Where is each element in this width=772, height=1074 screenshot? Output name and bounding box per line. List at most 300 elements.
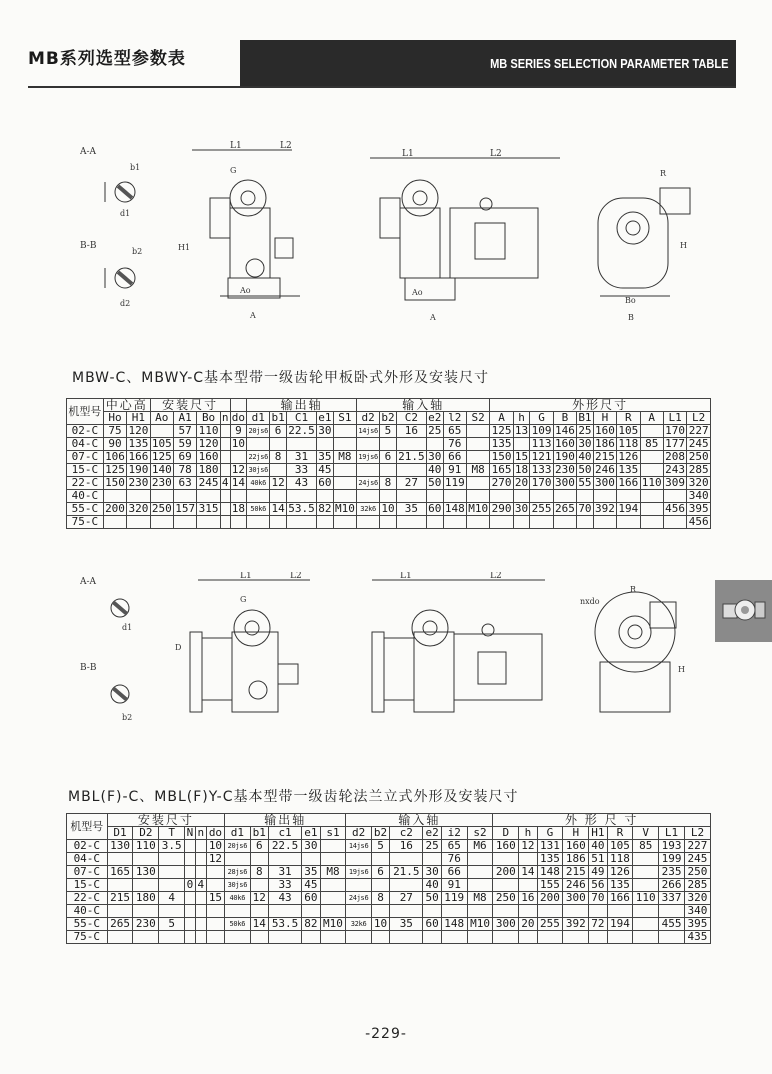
value-cell: [490, 516, 513, 529]
value-cell: 20: [519, 918, 537, 931]
value-cell: [640, 425, 663, 438]
svg-text:H: H: [678, 665, 685, 674]
table-row: [67, 503, 711, 516]
svg-text:d1: d1: [122, 623, 133, 632]
model-header: 机型号: [67, 814, 108, 840]
value-cell: 22.5: [288, 424, 315, 437]
value-cell: 18: [514, 463, 529, 476]
svg-text:b1: b1: [130, 163, 141, 172]
value-cell: [150, 425, 173, 438]
svg-text:H: H: [680, 241, 687, 250]
table-row: [67, 892, 711, 905]
value-cell: [426, 490, 443, 503]
section1-col-header: B: [553, 412, 576, 425]
section1-col-header: L1: [663, 412, 686, 425]
value-cell: 133: [531, 463, 552, 476]
value-cell: [426, 438, 443, 451]
value-cell: 270: [491, 476, 512, 489]
value-cell: [333, 490, 356, 503]
value-cell: 230: [151, 476, 172, 489]
value-cell: 22.5: [268, 840, 301, 853]
value-cell: [206, 879, 224, 892]
value-cell: 245: [684, 853, 710, 866]
group-input: 输入轴: [346, 814, 493, 827]
value-cell: 208: [665, 450, 686, 463]
value-cell: 285: [688, 463, 709, 476]
value-cell: 180: [133, 892, 159, 905]
value-cell: [380, 438, 397, 451]
value-cell: [225, 853, 250, 866]
svg-text:B: B: [628, 313, 634, 322]
value-cell: [159, 905, 185, 918]
value-cell: [127, 490, 150, 503]
value-cell: 65: [441, 840, 467, 853]
value-cell: 118: [618, 437, 639, 450]
value-cell: 31: [268, 866, 301, 879]
table-row: [67, 477, 711, 490]
svg-text:Ao: Ao: [412, 288, 423, 297]
value-cell: 340: [688, 489, 709, 502]
value-cell: 35: [302, 866, 320, 879]
section2-col-header: do: [206, 827, 224, 840]
value-cell: 10: [381, 502, 395, 515]
value-cell: [519, 853, 537, 866]
value-cell: 392: [563, 918, 589, 931]
svg-text:B-B: B-B: [80, 663, 97, 673]
value-cell: 0: [185, 879, 196, 892]
section1-col-header: do: [231, 411, 246, 424]
value-cell: 215: [563, 866, 589, 879]
model-cell: 75-C: [67, 931, 108, 944]
value-cell: 320: [688, 476, 709, 489]
section2-col-header: D: [493, 827, 519, 840]
value-cell: 70: [578, 502, 592, 515]
value-cell: 50: [423, 892, 441, 905]
value-cell: 60: [302, 892, 320, 905]
group-outline: 外 形 尺 寸: [493, 814, 711, 827]
value-cell: 5: [371, 840, 389, 853]
value-cell: 40: [428, 463, 442, 476]
svg-text:Ao: Ao: [240, 286, 251, 295]
value-cell: [530, 490, 553, 503]
value-cell: 76: [441, 853, 467, 866]
value-cell: 200: [493, 866, 519, 879]
section2-col-header: d2: [346, 827, 371, 840]
value-cell: [467, 866, 493, 879]
value-cell: 21.5: [398, 450, 425, 463]
value-cell: [390, 879, 423, 892]
value-cell: [317, 516, 334, 529]
value-cell: [467, 853, 493, 866]
value-cell: [286, 516, 316, 529]
table-row: [67, 931, 711, 944]
value-cell: [173, 516, 196, 529]
value-cell: 20: [514, 476, 529, 489]
value-cell: [185, 866, 196, 879]
value-cell: 14js6: [357, 425, 380, 438]
group-output: 输出轴: [247, 399, 357, 412]
table-row: [67, 464, 711, 477]
table-row: [67, 490, 711, 503]
value-cell: 166: [607, 892, 633, 905]
value-cell: [357, 490, 380, 503]
value-cell: 30: [423, 866, 441, 879]
value-cell: 30: [318, 424, 332, 437]
value-cell: 10: [371, 918, 389, 931]
model-cell: 40-C: [67, 490, 104, 503]
value-cell: [617, 516, 640, 529]
value-cell: 12: [271, 476, 285, 489]
value-cell: 16: [390, 840, 423, 853]
value-cell: [577, 516, 594, 529]
value-cell: [159, 853, 185, 866]
section1-col-header: A1: [173, 412, 196, 425]
horizontal-spec-table: [66, 398, 711, 529]
value-cell: 56: [589, 879, 607, 892]
value-cell: 60: [428, 502, 442, 515]
value-cell: 300: [595, 476, 615, 489]
value-cell: 50: [428, 476, 442, 489]
value-cell: 20js6: [225, 840, 250, 853]
value-cell: [346, 905, 371, 918]
section2-col-header: H: [563, 827, 589, 840]
value-cell: 455: [659, 918, 685, 931]
value-cell: 180: [198, 463, 219, 476]
value-cell: [633, 853, 659, 866]
value-cell: [333, 438, 356, 451]
value-cell: [493, 905, 519, 918]
value-cell: [230, 451, 247, 464]
value-cell: 126: [618, 450, 639, 463]
value-cell: 3.5: [159, 840, 185, 853]
value-cell: 25: [428, 424, 442, 437]
value-cell: 40: [589, 840, 607, 853]
value-cell: 105: [618, 424, 639, 437]
value-cell: 14js6: [346, 840, 371, 853]
section2-col-header: i2: [441, 827, 467, 840]
value-cell: 8: [380, 477, 397, 490]
section1-col-header: l2: [443, 412, 466, 425]
value-cell: [195, 840, 206, 853]
value-cell: [513, 516, 530, 529]
model-cell: 07-C: [67, 451, 104, 464]
value-cell: 75: [103, 425, 126, 438]
value-cell: [390, 853, 423, 866]
value-cell: [220, 451, 230, 464]
value-cell: [195, 866, 206, 879]
value-cell: [396, 516, 426, 529]
svg-text:A-A: A-A: [80, 147, 97, 157]
value-cell: 14: [271, 502, 285, 515]
value-cell: [185, 918, 196, 931]
value-cell: 10: [206, 840, 224, 853]
value-cell: 30js6: [247, 464, 270, 477]
value-cell: 25: [423, 840, 441, 853]
value-cell: [633, 918, 659, 931]
value-cell: [577, 490, 594, 503]
value-cell: 14: [250, 918, 268, 931]
value-cell: 135: [537, 853, 563, 866]
value-cell: 340: [684, 905, 710, 918]
value-cell: [185, 853, 196, 866]
value-cell: 106: [105, 450, 125, 463]
value-cell: [490, 490, 513, 503]
value-cell: [230, 490, 247, 503]
table-row: [67, 853, 711, 866]
value-cell: 300: [563, 892, 589, 905]
value-cell: [247, 438, 270, 451]
value-cell: [286, 438, 316, 451]
value-cell: [371, 905, 389, 918]
value-cell: 49: [589, 866, 607, 879]
group-center-height: 中心高: [103, 399, 150, 412]
value-cell: [133, 853, 159, 866]
value-cell: [250, 931, 268, 944]
value-cell: 6: [380, 451, 397, 464]
value-cell: 125: [151, 450, 172, 463]
value-cell: [107, 853, 133, 866]
value-cell: [333, 516, 356, 529]
svg-text:L1: L1: [402, 149, 414, 159]
value-cell: [320, 840, 346, 853]
svg-text:H1: H1: [178, 243, 191, 252]
value-cell: 395: [688, 502, 709, 515]
section1-col-header: d1: [247, 412, 270, 425]
value-cell: [320, 879, 346, 892]
value-cell: 456: [688, 515, 709, 528]
value-cell: 40: [578, 450, 592, 463]
value-cell: 165: [107, 866, 133, 879]
value-cell: 200: [105, 502, 125, 515]
value-cell: 10: [231, 437, 246, 450]
header-rule: [28, 86, 736, 88]
section2-col-header: n: [195, 827, 206, 840]
value-cell: [320, 853, 346, 866]
value-cell: 166: [618, 476, 639, 489]
model-cell: 04-C: [67, 853, 108, 866]
svg-text:L1: L1: [230, 141, 242, 151]
value-cell: [159, 866, 185, 879]
section1-col-header: B1: [578, 411, 592, 424]
value-cell: 160: [555, 437, 575, 450]
svg-text:G: G: [240, 595, 247, 604]
value-cell: [127, 516, 150, 529]
value-cell: 4: [159, 892, 185, 905]
value-cell: [150, 490, 173, 503]
value-cell: 40k6: [225, 892, 250, 905]
value-cell: [247, 490, 270, 503]
value-cell: 165: [491, 463, 512, 476]
value-cell: 227: [688, 424, 709, 437]
value-cell: 392: [595, 502, 615, 515]
value-cell: [133, 931, 159, 944]
value-cell: 5: [380, 425, 397, 438]
value-cell: 110: [198, 424, 219, 437]
side-tab: [715, 580, 772, 642]
value-cell: [466, 516, 489, 529]
value-cell: [593, 490, 616, 503]
svg-text:R: R: [660, 169, 667, 178]
value-cell: 32k6: [346, 918, 371, 931]
value-cell: 290: [491, 502, 512, 515]
value-cell: [333, 425, 356, 438]
value-cell: 90: [103, 438, 126, 451]
value-cell: [380, 464, 397, 477]
value-cell: 43: [268, 892, 301, 905]
value-cell: 45: [302, 879, 320, 892]
value-cell: [286, 490, 316, 503]
value-cell: 285: [684, 879, 710, 892]
group-input: 输入轴: [357, 399, 490, 412]
value-cell: 12: [231, 463, 246, 476]
value-cell: [357, 438, 380, 451]
value-cell: 13: [514, 424, 529, 437]
value-cell: 215: [107, 892, 133, 905]
value-cell: [220, 490, 230, 503]
section2-col-header: e1: [302, 827, 320, 840]
section1-col-header: S2: [466, 412, 489, 425]
table-row: [67, 840, 711, 853]
value-cell: 140: [151, 463, 172, 476]
value-cell: 170: [531, 476, 552, 489]
value-cell: 30: [578, 437, 592, 450]
value-cell: [396, 490, 426, 503]
value-cell: 186: [563, 853, 589, 866]
model-cell: 22-C: [67, 477, 104, 490]
svg-text:b2: b2: [122, 713, 133, 722]
value-cell: 4: [221, 476, 229, 489]
value-cell: [467, 931, 493, 944]
section2-col-header: L2: [684, 827, 710, 840]
value-cell: [195, 918, 206, 931]
value-cell: 50k6: [225, 918, 250, 931]
value-cell: [206, 866, 224, 879]
value-cell: M10: [467, 918, 493, 931]
value-cell: [195, 853, 206, 866]
value-cell: 35: [318, 450, 332, 463]
value-cell: [185, 840, 196, 853]
value-cell: [107, 931, 133, 944]
value-cell: [103, 516, 126, 529]
value-cell: 5: [159, 918, 185, 931]
value-cell: 55: [578, 476, 592, 489]
value-cell: 105: [607, 840, 633, 853]
value-cell: 150: [491, 450, 512, 463]
value-cell: [357, 516, 380, 529]
value-cell: [633, 866, 659, 879]
value-cell: [103, 490, 126, 503]
value-cell: [230, 516, 247, 529]
value-cell: 8: [250, 866, 268, 879]
value-cell: 337: [659, 892, 685, 905]
svg-text:nxdo: nxdo: [580, 597, 600, 606]
value-cell: 15: [514, 450, 529, 463]
value-cell: [380, 516, 397, 529]
section1-col-header: n: [221, 411, 229, 424]
value-cell: 65: [443, 425, 466, 438]
page-number: -229-: [365, 1026, 407, 1042]
value-cell: 193: [659, 840, 685, 853]
value-cell: 78: [173, 464, 196, 477]
value-cell: [357, 464, 380, 477]
value-cell: 135: [618, 463, 639, 476]
value-cell: 245: [198, 476, 219, 489]
value-cell: 150: [105, 476, 125, 489]
section1-col-header: C1: [286, 412, 316, 425]
svg-text:B-B: B-B: [80, 241, 97, 251]
value-cell: 119: [441, 892, 467, 905]
value-cell: 130: [133, 866, 159, 879]
value-cell: 235: [659, 866, 685, 879]
value-cell: 53.5: [268, 918, 301, 931]
value-cell: [185, 892, 196, 905]
value-cell: 30js6: [225, 879, 250, 892]
value-cell: [320, 931, 346, 944]
section2-col-header: V: [633, 827, 659, 840]
value-cell: [346, 931, 371, 944]
value-cell: 215: [595, 450, 615, 463]
value-cell: 110: [633, 892, 659, 905]
value-cell: [396, 464, 426, 477]
value-cell: 230: [555, 463, 575, 476]
value-cell: [553, 490, 576, 503]
section2-col-header: T: [159, 827, 185, 840]
value-cell: [206, 905, 224, 918]
value-cell: M10: [334, 502, 355, 515]
value-cell: 130: [107, 840, 133, 853]
value-cell: [493, 853, 519, 866]
value-cell: 190: [555, 450, 575, 463]
vertical-drawings: [80, 572, 720, 737]
value-cell: 85: [640, 438, 663, 451]
section1-col-header: H: [593, 412, 616, 425]
value-cell: 33: [268, 879, 301, 892]
value-cell: [443, 516, 466, 529]
value-cell: [390, 931, 423, 944]
value-cell: M6: [467, 840, 493, 853]
value-cell: 125: [491, 424, 512, 437]
value-cell: [270, 490, 287, 503]
value-cell: 265: [107, 918, 133, 931]
value-cell: [346, 879, 371, 892]
value-cell: 194: [607, 918, 633, 931]
value-cell: [247, 516, 270, 529]
table-row: [67, 425, 711, 438]
value-cell: 16: [396, 425, 426, 438]
value-cell: [466, 438, 489, 451]
value-cell: 14: [519, 866, 537, 879]
value-cell: [250, 879, 268, 892]
svg-text:R: R: [630, 585, 637, 594]
value-cell: [220, 464, 230, 477]
value-cell: 230: [128, 476, 149, 489]
value-cell: [371, 931, 389, 944]
value-cell: 118: [607, 853, 633, 866]
value-cell: 15: [206, 892, 224, 905]
value-cell: M8: [320, 866, 346, 879]
value-cell: 43: [286, 477, 316, 490]
section1-col-header: Ho: [103, 412, 126, 425]
value-cell: [302, 931, 320, 944]
value-cell: 20js6: [247, 425, 270, 438]
value-cell: [513, 490, 530, 503]
model-cell: 02-C: [67, 425, 104, 438]
value-cell: 33: [286, 464, 316, 477]
value-cell: 16: [519, 892, 537, 905]
value-cell: 131: [537, 840, 563, 853]
value-cell: 8: [371, 892, 389, 905]
value-cell: [333, 464, 356, 477]
